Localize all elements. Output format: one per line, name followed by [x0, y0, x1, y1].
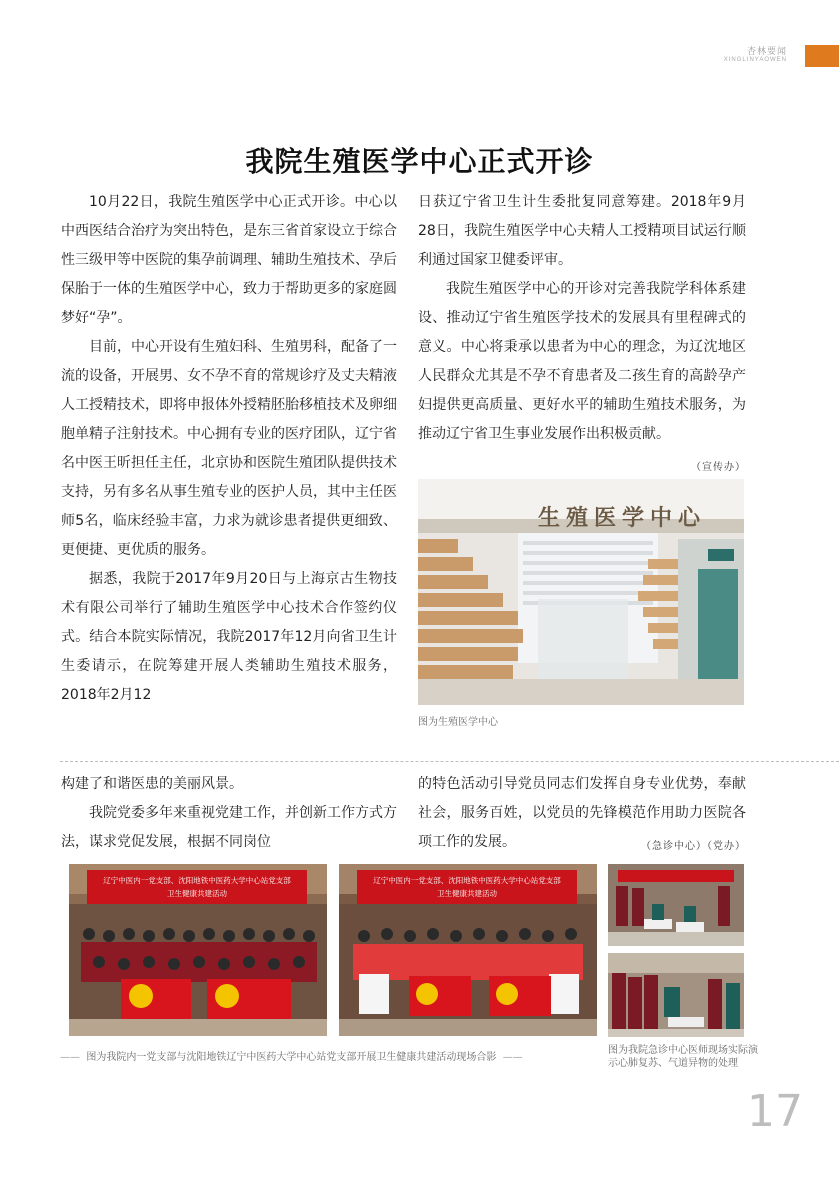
paragraph: 构建了和谐医患的美丽风景。: [61, 776, 243, 792]
center-sign: 生殖医学中心: [538, 505, 707, 531]
paragraph: 的特色活动引导党员同志们发挥自身专业优势，奉献社会，服务百姓，以党员的先锋模范作用助力医院各项工作的发展。 （急诊中心）（党办）: [418, 770, 746, 857]
page-number: 17: [747, 1086, 803, 1137]
photo-caption: 图为生殖医学中心: [418, 717, 498, 728]
section-title: 杏林要闻: [746, 47, 787, 57]
article-column-left: [61, 188, 397, 710]
svg-text:卫生健康共建活动: 卫生健康共建活动: [167, 889, 227, 898]
svg-text:辽宁中医内一党支部、沈阳地铁中医药大学中心站党支部: 辽宁中医内一党支部、沈阳地铁中医药大学中心站党支部: [103, 876, 291, 885]
article-title: 我院生殖医学中心正式开诊: [245, 145, 594, 178]
reproductive-center-image: [418, 479, 744, 705]
paragraph: 我院生殖医学中心的开诊对完善我院学科体系建设、推动辽宁省生殖医学技术的发展具有里程碑式的意义。中心将秉承以患者为中心的理念，为辽沈地区人民群众尤其是不孕不育患者及二孩生育的高龄孕产妇提供更高质量、更好水平的辅助生殖技术服务，为推动辽宁省卫生事业发展作出积极贡献。 （宣传办）: [418, 275, 746, 449]
section-divider: [60, 761, 839, 762]
paragraph: 目前，中心开设有生殖妇科、生殖男科，配备了一流的设备，开展男、女不孕不育的常规诊疗及丈夫精液人工授精技术，即将申报体外授精胚胎移植技术及卵细胞单精子注射技术。中心拥有专业的医疗团队，辽宁省名中医王昕担任主任，北京协和医院生殖团队提供技术支持，另有多名从事生殖专业的医护人员，其中主任医师5名，临床经验丰富，力求为就诊患者提供更细致、更便捷、更优质的服务。: [61, 339, 397, 558]
group-photo-caption: —— 图为我院内一党支部与沈阳地铁辽宁中医药大学中心站党支部开展卫生健康共建活动现场合影 ——: [60, 1052, 523, 1063]
article-signature: （宣传办）: [691, 462, 746, 473]
group-photo-2: [339, 864, 597, 1036]
group-photo-1: [69, 864, 327, 1036]
cpr-demo-photo-2: [608, 953, 744, 1037]
group-photo-image: [69, 864, 327, 1036]
svg-text:辽宁中医内一党支部、沈阳地铁中医药大学中心站党支部: 辽宁中医内一党支部、沈阳地铁中医药大学中心站党支部: [373, 876, 561, 885]
reproductive-center-photo: [418, 479, 744, 705]
article2-column-right: [418, 770, 746, 861]
paragraph: 10月22日，我院生殖医学中心正式开诊。中心以中西医结合治疗为突出特色，是东三省首家设立于综合性三级甲等中医院的集孕前调理、辅助生殖技术、孕后保胎于一体的生殖医学中心，致力于帮助更多的家庭圆梦好“孕”。: [61, 194, 397, 326]
section-accent-bar: [805, 45, 839, 67]
paragraph: 据悉，我院于2017年9月20日与上海京古生物技术有限公司举行了辅助生殖医学中心技术合作签约仪式。结合本院实际情况，我院2017年12月向省卫生计生委请示，在院筹建开展人类辅助生殖技术服务，2018年2月12: [61, 571, 397, 703]
section-title-en: XINGLINYAOWEN: [723, 57, 787, 63]
svg-text:卫生健康共建活动: 卫生健康共建活动: [437, 889, 497, 898]
cpr-demo-photo-1: [608, 864, 744, 946]
cpr-photo-image: [608, 864, 744, 946]
article-signature: （急诊中心）（党办）: [641, 841, 746, 852]
paragraph: 我院党委多年来重视党建工作，并创新工作方式方法，谋求党促发展，根据不同岗位: [61, 805, 397, 850]
cpr-photo-caption: 图为我院急诊中心医师现场实际演示心肺复苏、气道异物的处理: [608, 1045, 758, 1069]
cpr-photo-image: [608, 953, 744, 1037]
paragraph: 日获辽宁省卫生计生委批复同意筹建。2018年9月28日，我院生殖医学中心夫精人工授精项目试运行顺利通过国家卫健委评审。: [418, 194, 746, 268]
group-photo-image: [339, 864, 597, 1036]
article-column-right: [418, 188, 746, 482]
article2-column-left: [61, 770, 397, 857]
